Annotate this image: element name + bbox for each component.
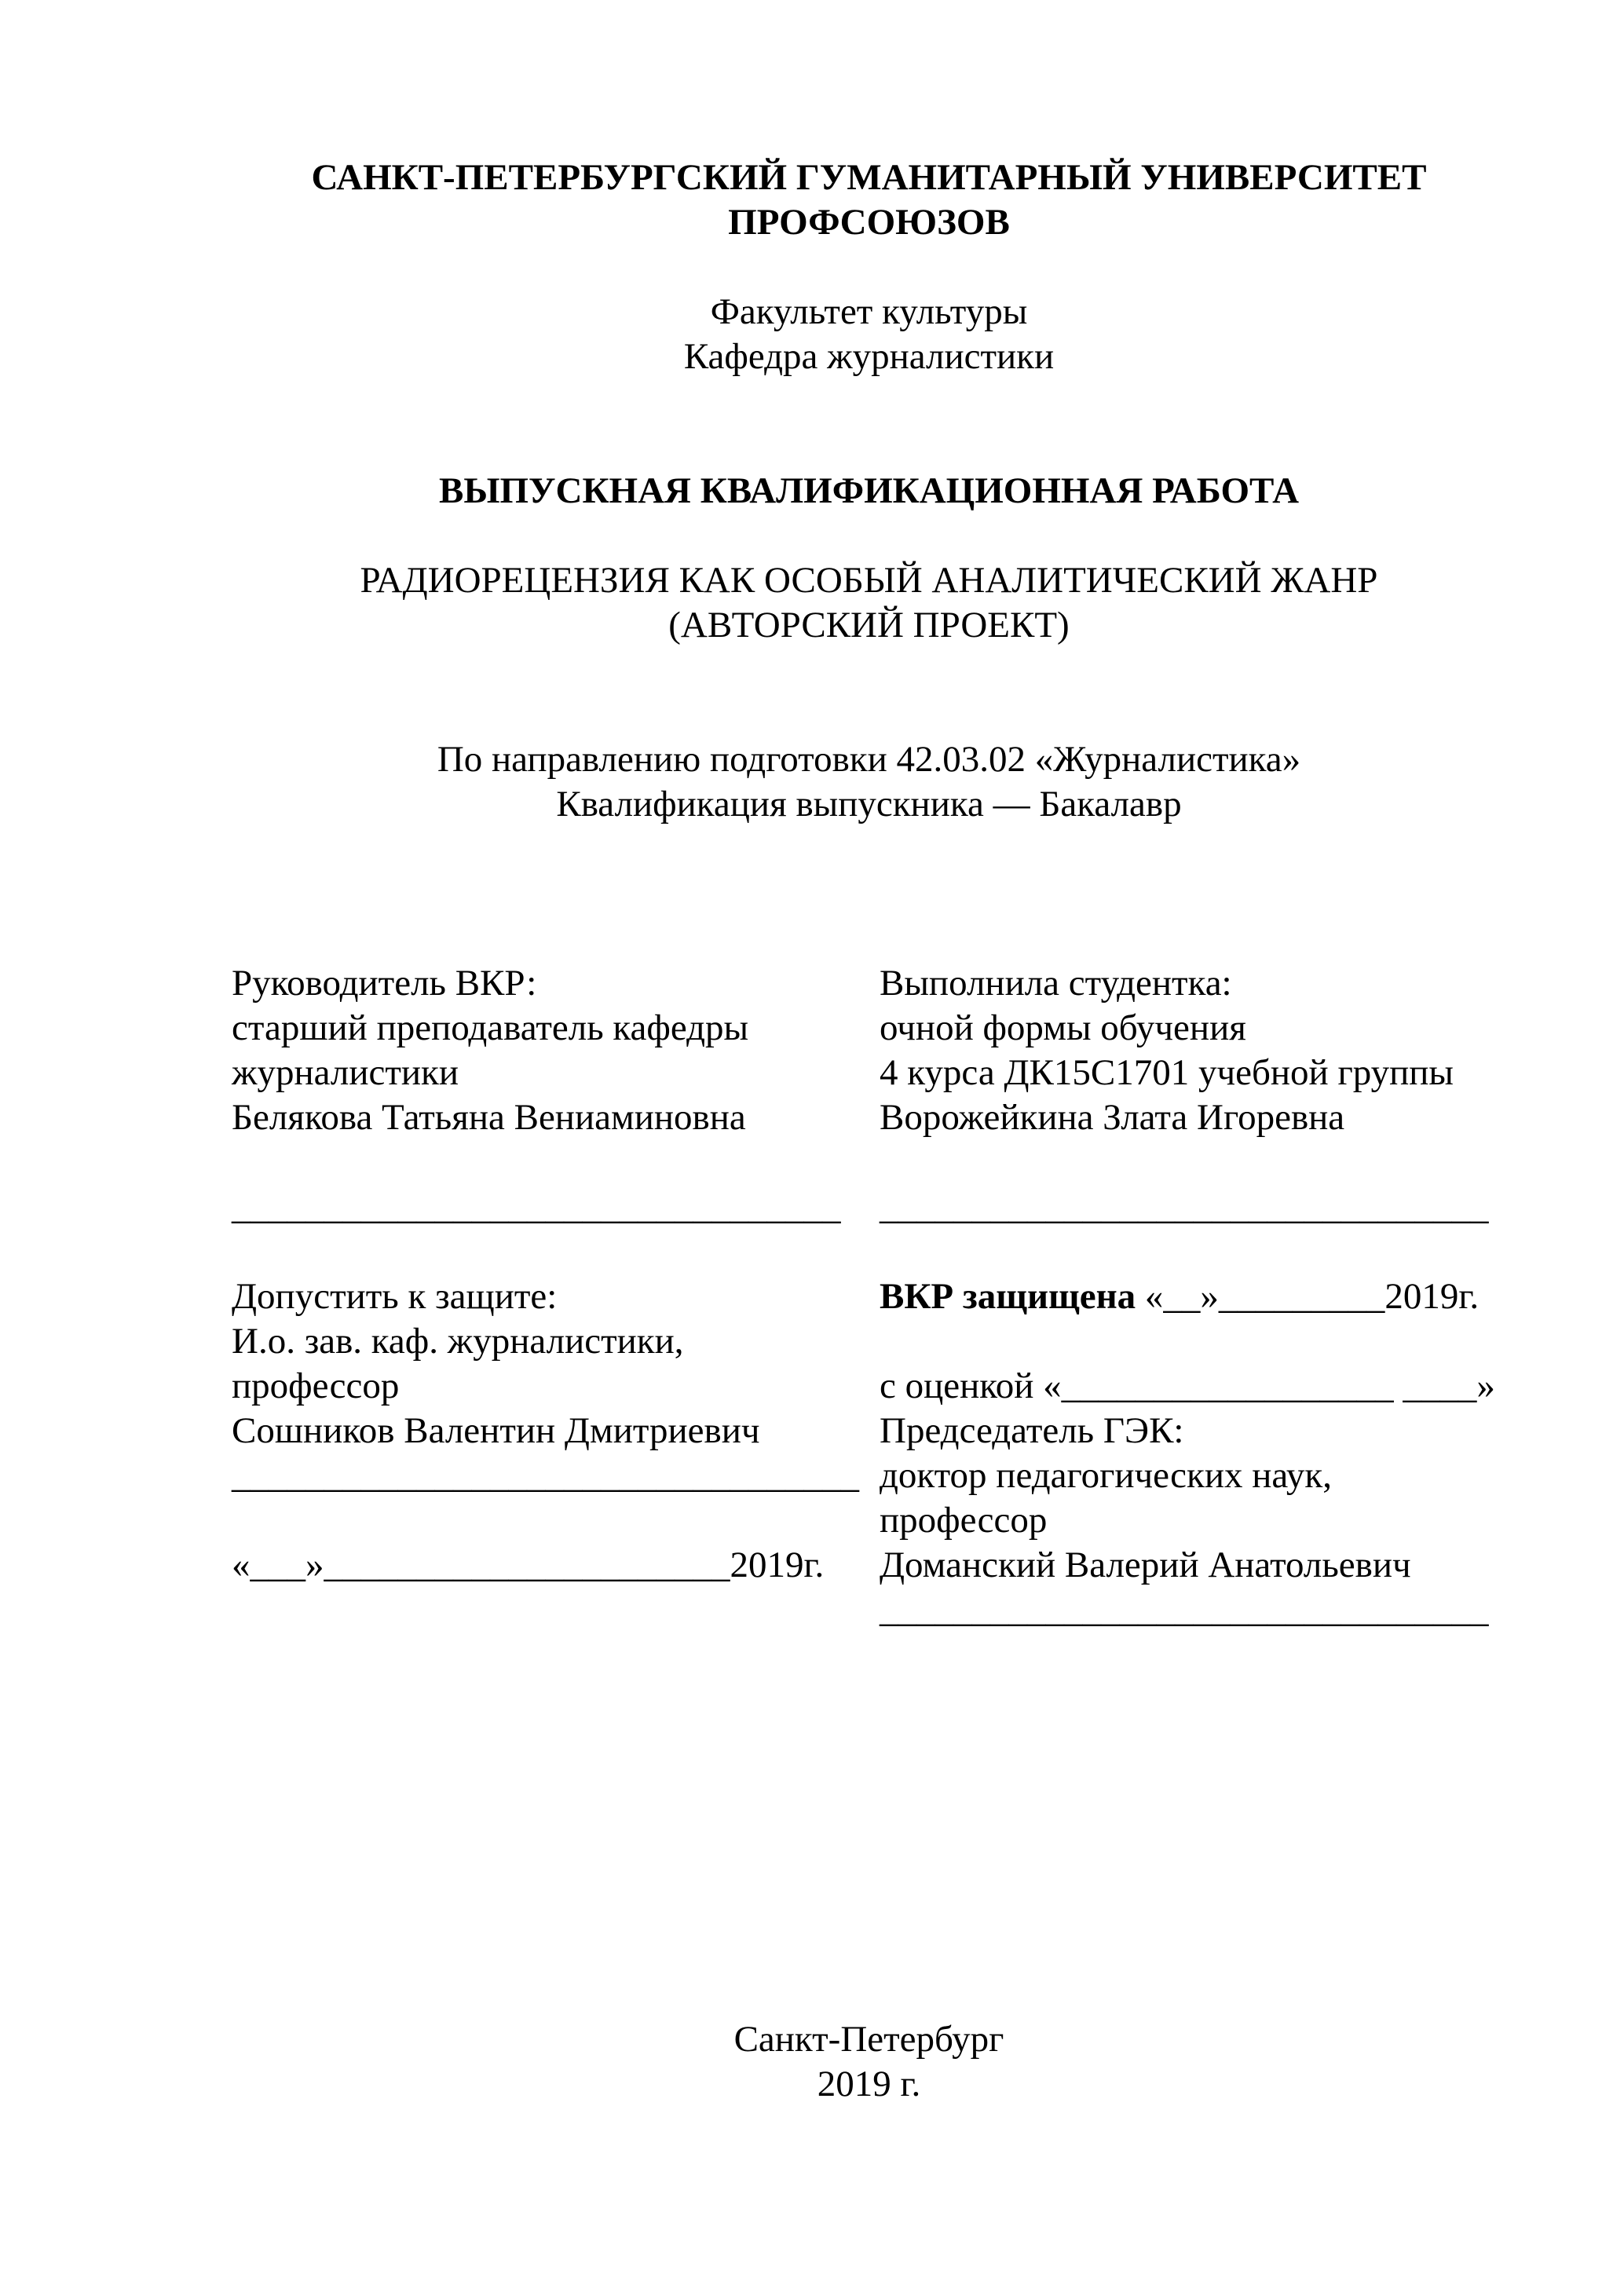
spacer [232,379,1506,469]
chairman-label: Председатель ГЭК: [880,1410,1184,1451]
admission-signature-line: __________________________________ [232,1455,859,1496]
work-type-heading: ВЫПУСКНАЯ КВАЛИФИКАЦИОННАЯ РАБОТА [438,470,1300,511]
student-group: 4 курса ДК15С1701 учебной группы [880,1052,1454,1093]
defense-defended-label: ВКР защищена [880,1276,1136,1317]
graduate-qualification: Квалификация выпускника — Бакалавр [556,784,1182,824]
defense-column [880,1274,1506,1632]
defense-grade-line: с оценкой «__________________ ____» [880,1366,1495,1406]
thesis-title-line2: (АВТОРСКИЙ ПРОЕКТ) [668,605,1070,645]
chairman-degree: доктор педагогических наук, [880,1455,1332,1496]
chairman-rank: профессор [880,1500,1048,1541]
spacer [232,245,1506,290]
spacer [880,1319,1506,1364]
study-direction: По направлению подготовки 42.03.02 «Журналистика» [437,739,1301,780]
spacer [880,1140,1506,1185]
supervisor-position-line1: старший преподаватель кафедры [232,1007,749,1048]
year-line: 2019 г. [817,2064,921,2104]
supervisor-signature-line: _________________________________ [232,1186,841,1227]
university-name-line1: САНКТ-ПЕТЕРБУРГСКИЙ ГУМАНИТАРНЫЙ УНИВЕРСИТЕТ [311,157,1427,198]
supervisor-position-line2: журналистики [232,1052,459,1093]
spacer [232,1498,880,1543]
student-column [880,961,1506,1230]
admission-column [232,1274,880,1632]
spacer [232,514,1506,558]
thesis-title-line1: РАДИОРЕЦЕНЗИЯ КАК ОСОБЫЙ АНАЛИТИЧЕСКИЙ ЖАНР [360,560,1378,601]
spacer [232,1140,880,1185]
admission-line3: профессор [232,1366,400,1406]
supervisor-name: Белякова Татьяна Вениаминовна [232,1097,746,1138]
admission-approver-name: Сошников Валентин Дмитриевич [232,1410,760,1451]
chairman-signature-line: _________________________________ [880,1589,1489,1630]
supervisor-column [232,961,880,1230]
university-name-line2: ПРОФСОЮЗОВ [728,202,1010,243]
defense-defended-date: «__»_________2019г. [1136,1276,1480,1317]
people-block [232,961,1506,1230]
supervisor-label: Руководитель ВКР: [232,963,537,1004]
approval-block [232,1274,1506,1632]
department-name: Кафедра журналистики [683,336,1055,377]
admission-line1: Допустить к защите: [232,1276,558,1317]
spacer [232,1230,1506,1274]
student-study-form: очной формы обучения [880,1007,1246,1048]
student-signature-line: _________________________________ [880,1186,1489,1227]
city-name: Санкт-Петербург [733,2019,1004,2060]
spacer [232,827,1506,961]
student-name: Ворожейкина Злата Игоревна [880,1097,1345,1138]
spacer [232,648,1506,737]
chairman-name: Доманский Валерий Анатольевич [880,1545,1411,1585]
defense-defended-line [880,1274,1506,1319]
faculty-name: Факультет культуры [710,291,1028,332]
admission-line2: И.о. зав. каф. журналистики, [232,1321,684,1362]
spacer [232,1632,1506,2017]
admission-date-line: «___»______________________2019г. [232,1545,825,1585]
student-label: Выполнила студентка: [880,963,1232,1004]
